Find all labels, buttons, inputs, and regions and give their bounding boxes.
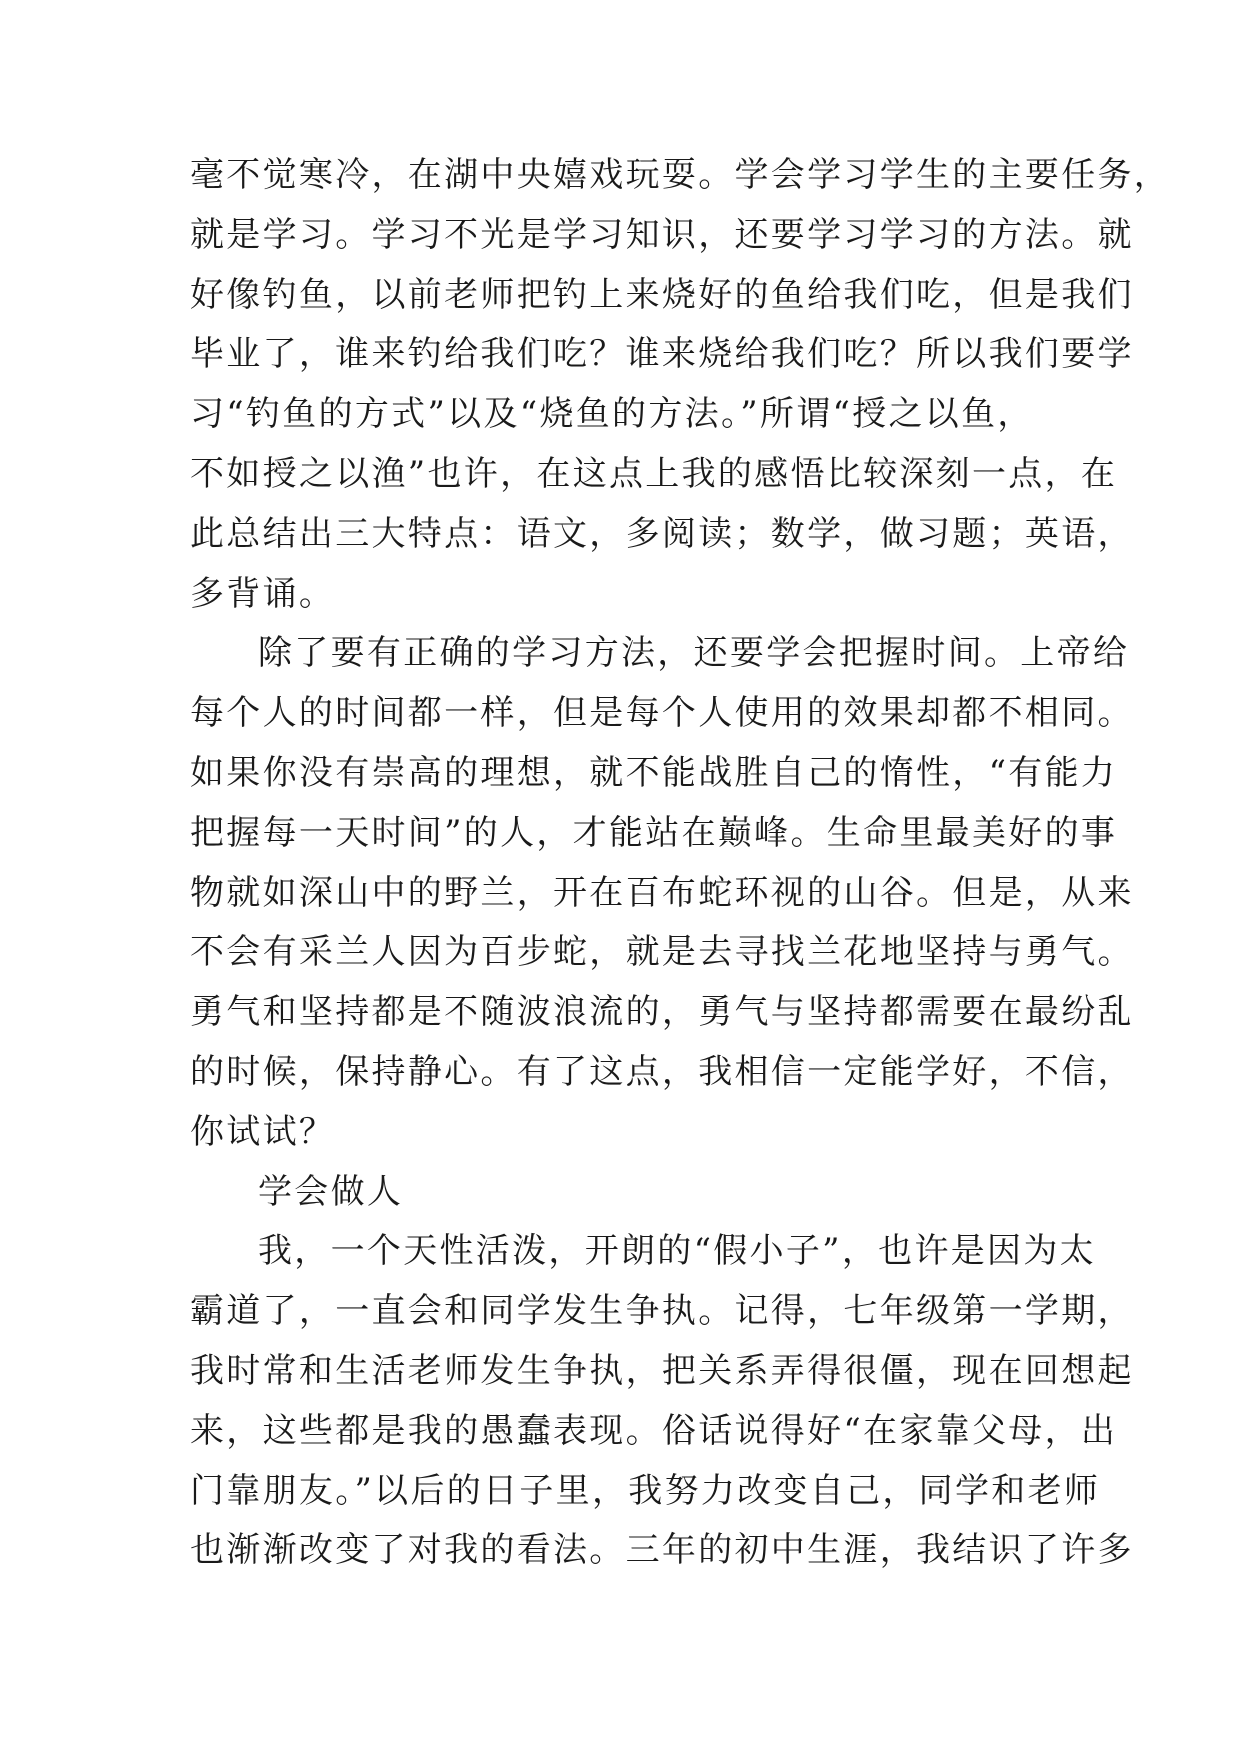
text-line: 也渐渐改变了对我的看法。三年的初中生涯，我结识了许多 (190, 1530, 1134, 1571)
text-line: 你试试？ (190, 1111, 336, 1152)
text-line: 把握每一天时间”的人，才能站在巅峰。生命里最美好的事 (190, 812, 1118, 853)
text-line: 不如授之以渔”也许，在这点上我的感悟比较深刻一点，在 (190, 453, 1118, 494)
paragraph-start-line: 我，一个天性活泼，开朗的“假小子”，也许是因为太 (258, 1231, 1096, 1272)
text-line: 霸道了，一直会和同学发生争执。记得，七年级第一学期， (190, 1291, 1134, 1332)
text-line: 此总结出三大特点：语文，多阅读；数学，做习题；英语， (190, 513, 1134, 554)
document-body (190, 146, 1171, 1581)
text-line: 不会有采兰人因为百步蛇，就是去寻找兰花地坚持与勇气。 (190, 932, 1134, 973)
text-line: 每个人的时间都一样，但是每个人使用的效果却都不相同。 (190, 693, 1134, 734)
text-line: 的时候，保持静心。有了这点，我相信一定能学好，不信， (190, 1051, 1134, 1092)
text-line: 来，这些都是我的愚蠢表现。俗话说得好“在家靠父母，出 (190, 1410, 1118, 1451)
text-line: 如果你没有崇高的理想，就不能战胜自己的惰性，“有能力 (190, 752, 1118, 793)
text-line: 勇气和坚持都是不随波浪流的，勇气与坚持都需要在最纷乱 (190, 992, 1134, 1033)
text-line: 多背诵。 (190, 573, 336, 614)
text-line: 习“钓鱼的方式”以及“烧鱼的方法。”所谓“授之以鱼， (190, 394, 1034, 435)
section-heading: 学会做人 (258, 1171, 404, 1212)
text-line: 毕业了，谁来钓给我们吃？谁来烧给我们吃？所以我们要学 (190, 334, 1134, 375)
text-line: 好像钓鱼，以前老师把钓上来烧好的鱼给我们吃，但是我们 (190, 274, 1134, 315)
text-line: 毫不觉寒冷，在湖中央嬉戏玩耍。学会学习学生的主要任务， (190, 155, 1171, 195)
text-line: 就是学习。学习不光是学习知识，还要学习学习的方法。就 (190, 214, 1134, 255)
text-line: 我时常和生活老师发生争执，把关系弄得很僵，现在回想起 (190, 1350, 1134, 1391)
paragraph-start-line: 除了要有正确的学习方法，还要学会把握时间。上帝给 (258, 633, 1130, 674)
text-line: 物就如深山中的野兰，开在百布蛇环视的山谷。但是，从来 (190, 872, 1134, 913)
text-line: 门靠朋友。”以后的日子里，我努力改变自己，同学和老师 (190, 1470, 1101, 1511)
